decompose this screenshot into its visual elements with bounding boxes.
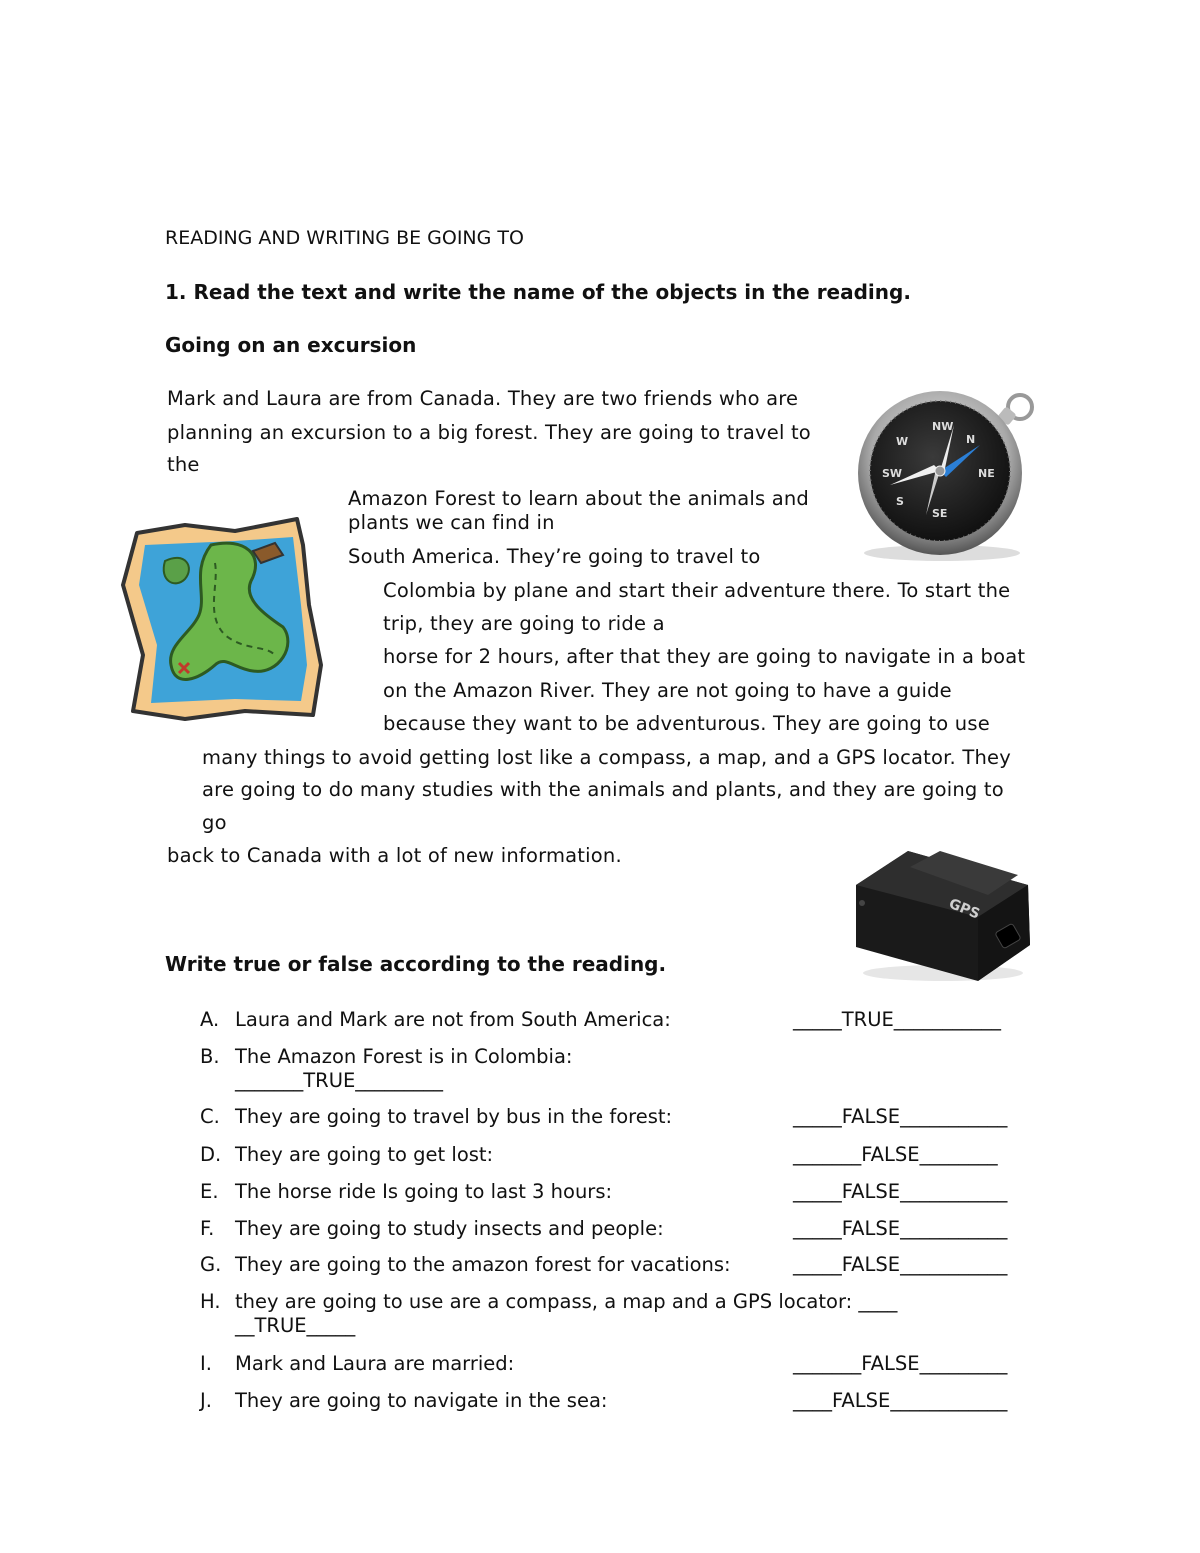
compass-label: S xyxy=(896,495,904,508)
question-letter: B. xyxy=(200,1045,220,1068)
story-line: on the Amazon River. They are not going to have a guide xyxy=(383,679,952,702)
question-letter: D. xyxy=(200,1143,222,1166)
question-text: The horse ride Is going to last 3 hours: xyxy=(235,1180,613,1203)
question-letter: H. xyxy=(200,1290,221,1313)
answer-field[interactable]: _______FALSE_________ xyxy=(793,1352,1008,1375)
compass-label: NW xyxy=(932,420,954,433)
story-line: Colombia by plane and start their adventure there. To start the xyxy=(383,579,1011,602)
question-letter: J. xyxy=(200,1389,212,1412)
story-line: because they want to be adventurous. They are going to use xyxy=(383,712,990,735)
story-line: the xyxy=(167,453,200,476)
question-text: They are going to travel by bus in the forest: xyxy=(235,1105,673,1128)
story-line: planning an excursion to a big forest. They are going to travel to xyxy=(167,421,811,444)
answer-field[interactable]: _____FALSE___________ xyxy=(793,1217,1008,1240)
story-line: trip, they are going to ride a xyxy=(383,612,665,635)
question-text: They are going to study insects and people: xyxy=(235,1217,664,1240)
answer-field[interactable]: ____FALSE____________ xyxy=(793,1389,1008,1412)
question-text: They are going to the amazon forest for vacations: xyxy=(235,1253,731,1276)
story-line: Amazon Forest to learn about the animals and xyxy=(348,487,810,510)
page-title: READING AND WRITING BE GOING TO xyxy=(165,227,524,249)
story-line: plants we can find in xyxy=(348,511,555,534)
map-image xyxy=(115,515,330,725)
instruction-1: 1. Read the text and write the name of the objects in the reading. xyxy=(165,280,911,304)
answer-field[interactable]: _____FALSE___________ xyxy=(793,1180,1008,1203)
question-letter: E. xyxy=(200,1180,219,1203)
compass-label: SW xyxy=(882,467,903,480)
question-letter: A. xyxy=(200,1008,220,1031)
answer-field[interactable]: _____TRUE___________ xyxy=(793,1008,1002,1031)
compass-label: W xyxy=(896,435,909,448)
story-line: Mark and Laura are from Canada. They are two friends who are xyxy=(167,387,799,410)
question-text: The Amazon Forest is in Colombia: xyxy=(235,1045,573,1068)
gps-label: GPS xyxy=(946,895,983,923)
answer-field[interactable]: _____FALSE___________ xyxy=(793,1253,1008,1276)
story-title: Going on an excursion xyxy=(165,333,417,357)
question-text: Mark and Laura are married: xyxy=(235,1352,515,1375)
compass-label: SE xyxy=(932,507,948,520)
story-line: many things to avoid getting lost like a compass, a map, and a GPS locator. They xyxy=(202,746,1011,769)
story-line: back to Canada with a lot of new information. xyxy=(167,844,622,867)
answer-field[interactable]: _____FALSE___________ xyxy=(793,1105,1008,1128)
question-text: They are going to get lost: xyxy=(235,1143,494,1166)
story-line: are going to do many studies with the animals and plants, and they are going to xyxy=(202,778,1004,801)
question-text: they are going to use are a compass, a map and a GPS locator: ____ xyxy=(235,1290,898,1313)
story-line: South America. They’re going to travel to xyxy=(348,545,761,568)
story-line: go xyxy=(202,811,227,834)
treasure-map-icon xyxy=(115,515,330,725)
story-line: horse for 2 hours, after that they are going to navigate in a boat xyxy=(383,645,1026,668)
question-letter: G. xyxy=(200,1253,222,1276)
compass-label: NE xyxy=(978,467,995,480)
gps-locator-icon xyxy=(848,845,1033,985)
question-text: They are going to navigate in the sea: xyxy=(235,1389,608,1412)
question-letter: I. xyxy=(200,1352,212,1375)
question-letter: F. xyxy=(200,1217,215,1240)
answer-field[interactable]: __TRUE_____ xyxy=(235,1314,356,1337)
question-text: Laura and Mark are not from South America: xyxy=(235,1008,671,1031)
compass-icon xyxy=(850,385,1040,565)
answer-field[interactable]: _______TRUE_________ xyxy=(235,1069,444,1092)
compass-label: N xyxy=(966,433,976,446)
instruction-2: Write true or false according to the reading. xyxy=(165,952,667,976)
compass-image xyxy=(850,385,1040,565)
answer-field[interactable]: _______FALSE________ xyxy=(793,1143,998,1166)
question-letter: C. xyxy=(200,1105,220,1128)
gps-image xyxy=(848,845,1033,985)
